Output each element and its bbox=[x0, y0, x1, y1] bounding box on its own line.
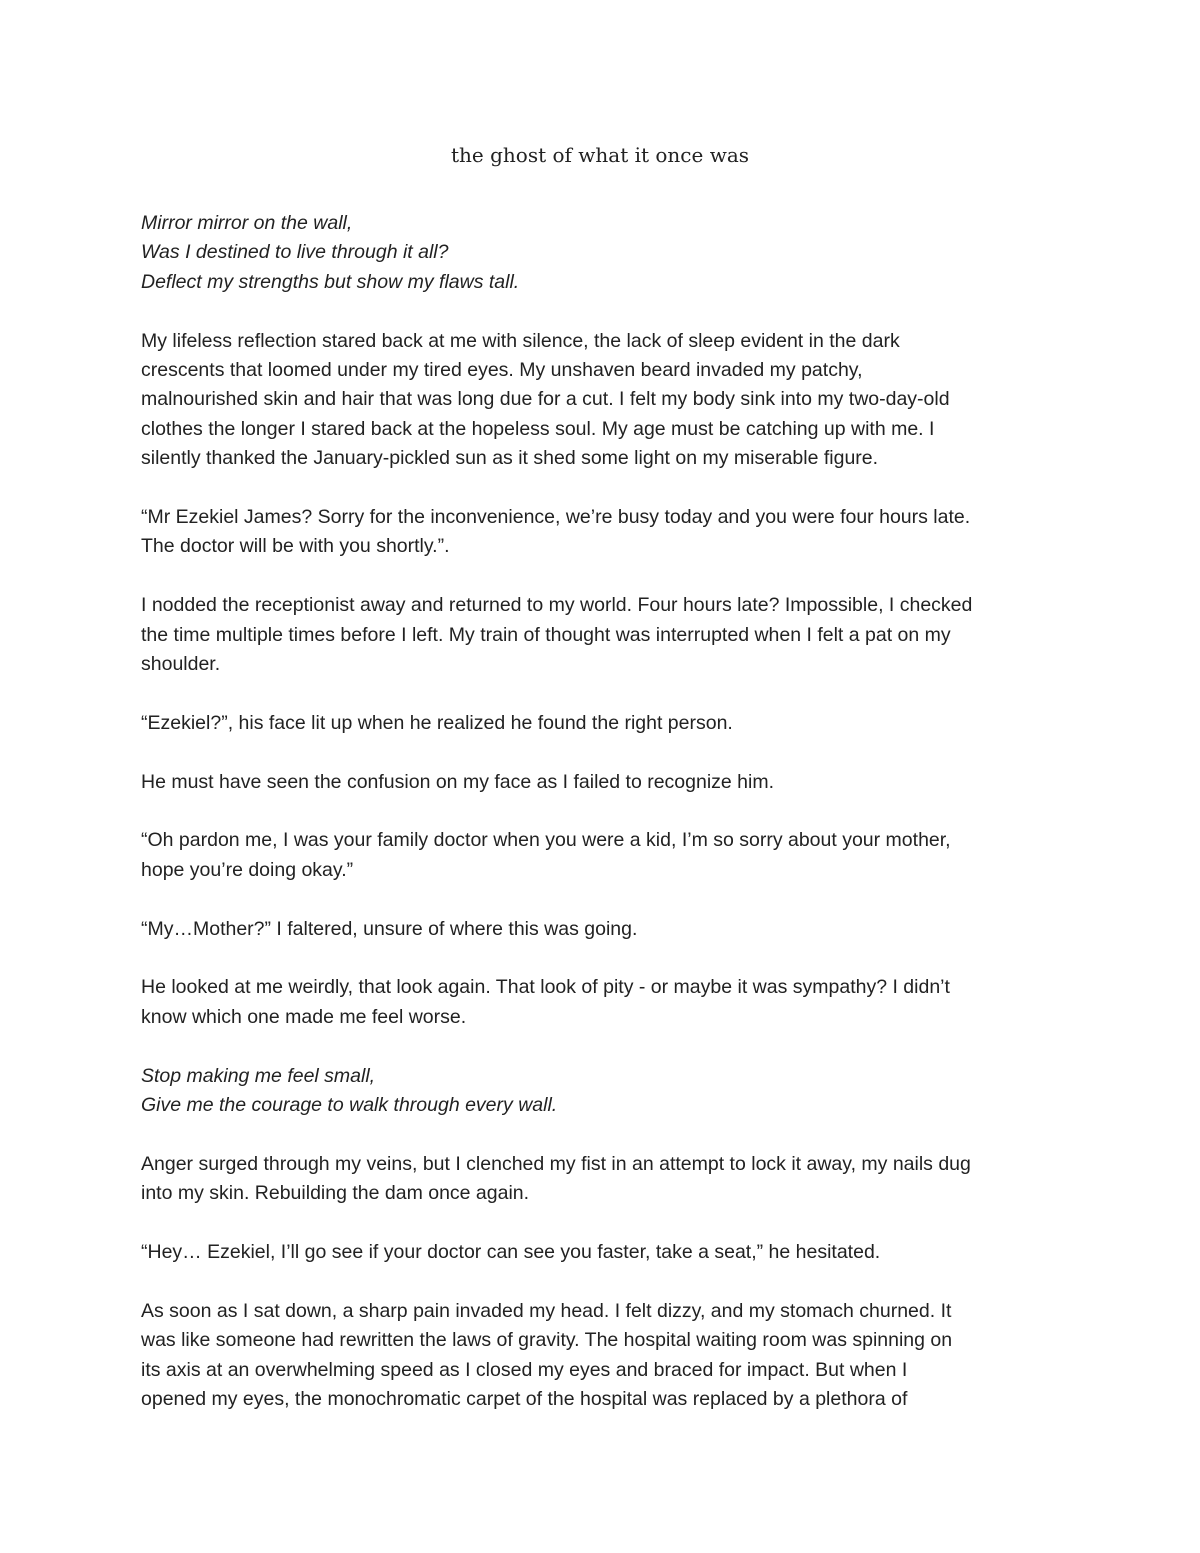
paragraph-line: “Oh pardon me, I was your family doctor when you were a kid, I’m so sorry about your mother, bbox=[141, 829, 951, 852]
paragraph-line: its axis at an overwhelming speed as I closed my eyes and braced for impact. But when I bbox=[141, 1358, 908, 1381]
paragraph-2 bbox=[141, 503, 1066, 562]
paragraph-line: He must have seen the confusion on my face as I failed to recognize him. bbox=[141, 770, 775, 793]
paragraph-line: “My…Mother?” I faltered, unsure of where this was going. bbox=[141, 917, 638, 940]
paragraph-11 bbox=[141, 1297, 1066, 1415]
paragraph-7 bbox=[141, 915, 1066, 944]
paragraph-line: crescents that loomed under my tired eyes. My unshaven beard invaded my patchy, bbox=[141, 359, 863, 382]
paragraph-line: He looked at me weirdly, that look again. That look of pity - or maybe it was sympathy? I didn’t bbox=[141, 976, 950, 999]
verse-line: Was I destined to live through it all? bbox=[141, 241, 449, 264]
paragraph-line: “Hey… Ezekiel, I’ll go see if your doctor can see you faster, take a seat,” he hesitated. bbox=[141, 1241, 881, 1264]
paragraph-line: clothes the longer I stared back at the hopeless soul. My age must be catching up with me. I bbox=[141, 417, 935, 440]
verse-line: Deflect my strengths but show my flaws tall. bbox=[141, 270, 520, 293]
paragraph-line: hope you’re doing okay.” bbox=[141, 858, 354, 881]
paragraph-line: the time multiple times before I left. My train of thought was interrupted when I felt a pat on my bbox=[141, 623, 951, 646]
paragraph-10 bbox=[141, 1238, 1066, 1267]
verse-1 bbox=[141, 209, 1066, 297]
paragraph-line: Anger surged through my veins, but I clenched my fist in an attempt to lock it away, my nails dug bbox=[141, 1152, 971, 1175]
verse-2 bbox=[141, 1062, 1066, 1121]
paragraph-line: shoulder. bbox=[141, 653, 221, 676]
paragraph-line: into my skin. Rebuilding the dam once again. bbox=[141, 1182, 530, 1205]
paragraph-3 bbox=[141, 591, 1066, 679]
paragraph-line: As soon as I sat down, a sharp pain invaded my head. I felt dizzy, and my stomach churned. It bbox=[141, 1299, 952, 1322]
document-body bbox=[141, 209, 1066, 1444]
verse-line: Give me the courage to walk through every wall. bbox=[141, 1094, 558, 1117]
paragraph-line: “Mr Ezekiel James? Sorry for the inconvenience, we’re busy today and you were four hours late. bbox=[141, 506, 971, 529]
paragraph-line: The doctor will be with you shortly.”. bbox=[141, 535, 450, 558]
paragraph-line: My lifeless reflection stared back at me with silence, the lack of sleep evident in the dark bbox=[141, 329, 900, 352]
paragraph-5 bbox=[141, 768, 1066, 797]
paragraph-line: I nodded the receptionist away and returned to my world. Four hours late? Impossible, I checked bbox=[141, 594, 973, 617]
document-title: the ghost of what it once was bbox=[450, 143, 750, 167]
paragraph-4 bbox=[141, 709, 1066, 738]
paragraph-line: silently thanked the January-pickled sun as it shed some light on my miserable figure. bbox=[141, 447, 879, 470]
paragraph-1 bbox=[141, 327, 1066, 474]
verse-line: Stop making me feel small, bbox=[141, 1064, 376, 1087]
verse-line: Mirror mirror on the wall, bbox=[141, 212, 353, 234]
paragraph-line: malnourished skin and hair that was long due for a cut. I felt my body sink into my two-day-old bbox=[141, 388, 950, 411]
paragraph-6 bbox=[141, 826, 1066, 885]
paragraph-8 bbox=[141, 973, 1066, 1032]
paragraph-9 bbox=[141, 1150, 1066, 1209]
paragraph-line: “Ezekiel?”, his face lit up when he realized he found the right person. bbox=[141, 711, 733, 734]
paragraph-line: know which one made me feel worse. bbox=[141, 1005, 467, 1028]
paragraph-line: was like someone had rewritten the laws of gravity. The hospital waiting room was spinning on bbox=[141, 1329, 953, 1352]
paragraph-line: opened my eyes, the monochromatic carpet of the hospital was replaced by a plethora of bbox=[141, 1388, 908, 1411]
